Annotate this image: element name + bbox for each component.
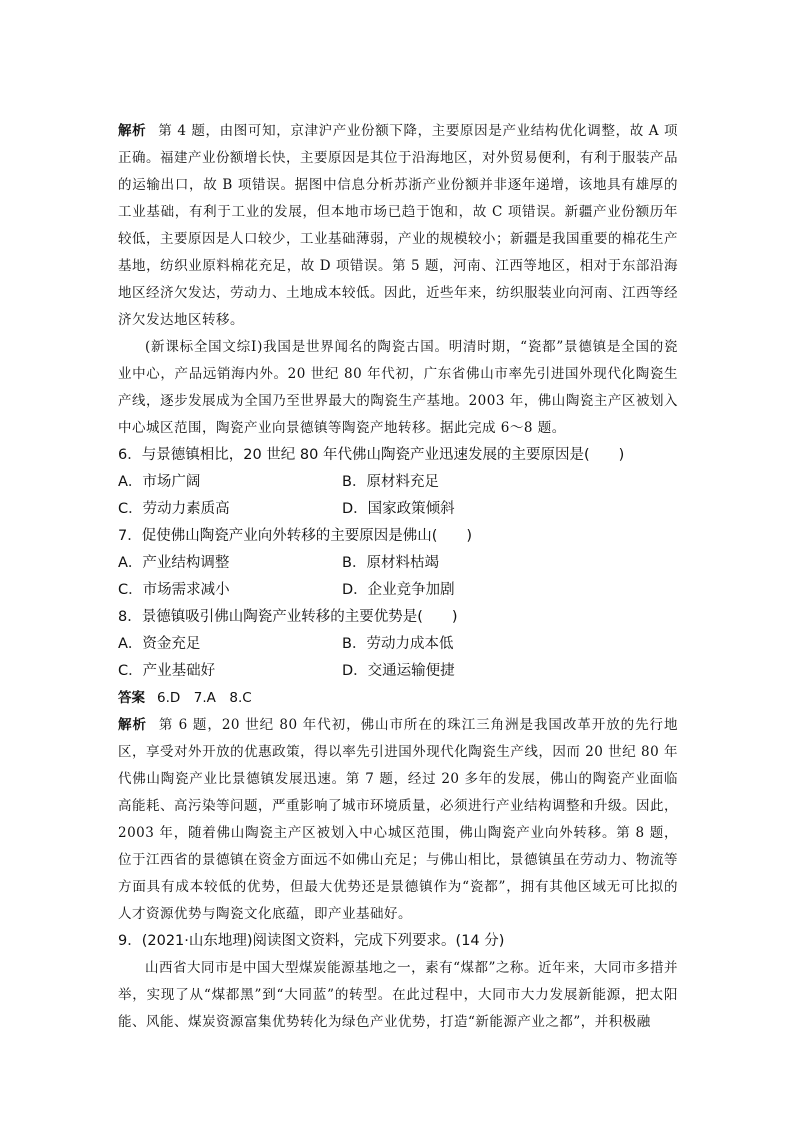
analysis-label: 解析 [118, 123, 147, 139]
analysis-block-2 [118, 712, 678, 928]
option-c: C．市场需求减小 [118, 582, 230, 598]
question-7 [118, 523, 678, 604]
material-intro: (新课标全国文综Ⅰ)我国是世界闻名的陶瓷古国。明清时期，“瓷都”景德镇是全国的瓷业中心，产品远销海内外。20 世纪 80 年代初，广东省佛山市率先引进国外现代化陶瓷生产线，逐步发展成为全国乃至世界最大的陶瓷生产基地。2003 年，佛山陶瓷主产区被划入中心城区范围，陶瓷产业向景德镇等陶瓷产地转移。据此完成 6～8 题。 [118, 339, 678, 436]
option-b: B．原材料枯竭 [342, 555, 439, 571]
option-d: D．国家政策倾斜 [342, 501, 455, 517]
option-a: A．资金充足 [118, 636, 201, 652]
options [118, 469, 678, 523]
option-d: D．企业竞争加剧 [342, 582, 455, 598]
options [118, 550, 678, 604]
question-stem: 7．促使佛山陶瓷产业向外转移的主要原因是佛山( ) [118, 528, 473, 544]
analysis-text: 第 4 题，由图可知，京津沪产业份额下降，主要原因是产业结构优化调整，故 A 项正确。福建产业份额增长快，主要原因是其位于沿海地区，对外贸易便利，有利于服装产品的运输出口，故 B 项错误。据图中信息分析苏浙产业份额并非逐年递增，该地具有雄厚的工业基础，有利于工业的发展，但本地市场已趋于饱和，故 C 项错误。新疆产业份额历年较低，主要原因是人口较少，工业基础薄弱，产业的规模较小；新疆是我国重要的棉花生产基地，纺织业原料棉花充足，故 D 项错误。第 5 题，河南、江西等地区，相对于东部沿海地区经济欠发达，劳动力、土地成本较低。因此，近些年来，纺织服装业向河南、江西等经济欠发达地区转移。 [118, 123, 678, 328]
question-8 [118, 604, 678, 685]
option-b: B．原材料充足 [342, 474, 439, 490]
question-6 [118, 442, 678, 523]
document-page [118, 118, 678, 1036]
analysis-text: 第 6 题，20 世纪 80 年代初，佛山市所在的珠江三角洲是我国改革开放的先行地区，享受对外开放的优惠政策，得以率先引进国外现代化陶瓷生产线，因而 20 世纪 80 年代佛山陶瓷产业比景德镇发展迅速。第 7 题，经过 20 多年的发展，佛山的陶瓷产业面临高能耗、高污染等问题，严重影响了城市环境质量，必须进行产业结构调整和升级。因此，2003 年，随着佛山陶瓷主产区被划入中心城区范围，佛山陶瓷产业向外转移。第 8 题，位于江西省的景德镇在资金方面远不如佛山充足；与佛山相比，景德镇虽在劳动力、物流等方面具有成本较低的优势，但最大优势还是景德镇作为“瓷都”，拥有其他区域无可比拟的人才资源优势与陶瓷文化底蕴，即产业基础好。 [118, 717, 679, 922]
option-c: C．产业基础好 [118, 663, 216, 679]
analysis-label: 解析 [118, 717, 147, 733]
question-9-stem: 9．(2021·山东地理)阅读图文资料，完成下列要求。(14 分) [118, 933, 505, 949]
option-b: B．劳动力成本低 [342, 636, 454, 652]
answer-line [118, 685, 678, 712]
option-a: A．市场广阔 [118, 474, 201, 490]
option-a: A．产业结构调整 [118, 555, 230, 571]
answer-values: 6.D 7.A 8.C [157, 690, 252, 706]
analysis-block-1 [118, 118, 678, 334]
question-stem: 8．景德镇吸引佛山陶瓷产业转移的主要优势是( ) [118, 609, 458, 625]
options [118, 631, 678, 685]
question-stem: 6．与景德镇相比，20 世纪 80 年代佛山陶瓷产业迅速发展的主要原因是( ) [118, 447, 625, 463]
answer-label: 答案 [118, 690, 145, 706]
question-9-material: 山西省大同市是中国大型煤炭能源基地之一，素有“煤都”之称。近年来，大同市多措并举，实现了从“煤都黑”到“大同蓝”的转型。在此过程中，大同市大力发展新能源，把太阳能、风能、煤炭资源富集优势转化为绿色产业优势，打造“新能源产业之都”，并积极融 [118, 960, 678, 1030]
option-d: D．交通运输便捷 [342, 663, 455, 679]
option-c: C．劳动力素质高 [118, 501, 230, 517]
